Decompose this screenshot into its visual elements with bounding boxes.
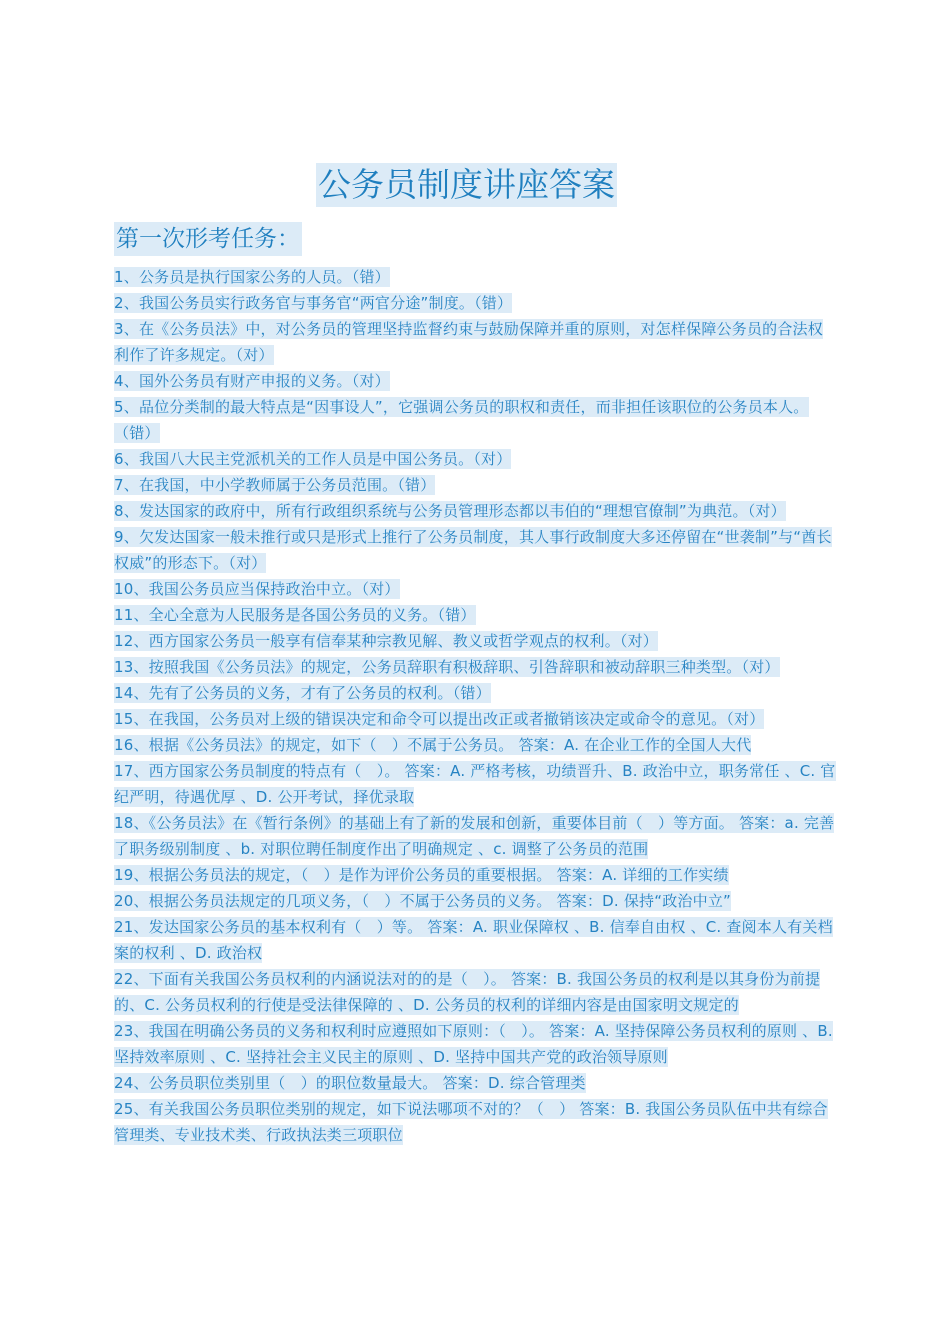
list-item: 15、在我国，公务员对上级的错误决定和命令可以提出改正或者撤销该决定或命令的意见。（对） bbox=[114, 710, 765, 728]
list-item: 5、品位分类制的最大特点是“因事设人”，它强调公务员的职权和责任，而非担任该职位的公务员本人。（错） bbox=[114, 398, 809, 442]
list-item: 11、全心全意为人民服务是各国公务员的义务。（错） bbox=[114, 606, 476, 624]
list-item: 13、按照我国《公务员法》的规定，公务员辞职有积极辞职、引咎辞职和被动辞职三种类型。（对） bbox=[114, 658, 780, 676]
list-item: 2、我国公务员实行政务官与事务官“两官分途”制度。（错） bbox=[114, 294, 513, 312]
list-item: 9、欠发达国家一般未推行或只是形式上推行了公务员制度，其人事行政制度大多还停留在“世袭制”与“酋长权威”的形态下。（对） bbox=[114, 528, 832, 572]
list-item: 6、我国八大民主党派机关的工作人员是中国公务员。（对） bbox=[114, 450, 512, 468]
list-item: 24、公务员职位类别里（ ）的职位数量最大。 答案：D. 综合管理类 bbox=[114, 1074, 586, 1092]
list-item: 22、下面有关我国公务员权利的内涵说法对的的是（ ）。 答案：B. 我国公务员的权利是以其身份为前提的、C. 公务员权利的行使是受法律保障的 、D. 公务员的权利的详细内容是由国家明文规定的 bbox=[114, 970, 821, 1014]
list-item: 18、《公务员法》在《暂行条例》的基础上有了新的发展和创新，重要体目前（ ）等方面。 答案：a. 完善了职务级别制度 、b. 对职位聘任制度作出了明确规定 、c. 调整了公务员的范围 bbox=[114, 814, 835, 858]
list-item: 7、在我国，中小学教师属于公务员范围。（错） bbox=[114, 476, 436, 494]
list-item: 19、根据公务员法的规定，（ ）是作为评价公务员的重要根据。 答案：A. 详细的工作实绩 bbox=[114, 866, 729, 884]
list-item: 1、公务员是执行国家公务的人员。（错） bbox=[114, 268, 390, 286]
list-item: 12、西方国家公务员一般享有信奉某种宗教见解、教义或哲学观点的权利。（对） bbox=[114, 632, 658, 650]
list-item: 20、根据公务员法规定的几项义务，（ ）不属于公务员的义务。 答案：D. 保持“政治中立” bbox=[114, 892, 731, 910]
list-item: 16、根据《公务员法》的规定，如下（ ）不属于公务员。 答案：A. 在企业工作的全国人大代 bbox=[114, 736, 752, 754]
document-title: 公务员制度讲座答案 bbox=[316, 163, 617, 207]
list-item: 25、有关我国公务员职位类别的规定，如下说法哪项不对的？（ ） 答案：B. 我国公务员队伍中共有综合管理类、专业技术类、行政执法类三项职位 bbox=[114, 1100, 828, 1144]
list-item: 17、西方国家公务员制度的特点有（ ）。 答案：A. 严格考核，功绩晋升、B. 政治中立，职务常任 、C. 官纪严明，待遇优厚 、D. 公开考试，择优录取 bbox=[114, 762, 836, 806]
list-item: 21、发达国家公务员的基本权利有（ ）等。 答案：A. 职业保障权 、B. 信奉自由权 、C. 查阅本人有关档案的权利 、D. 政治权 bbox=[114, 918, 833, 962]
list-item: 23、我国在明确公务员的义务和权利时应遵照如下原则：（ ）。 答案：A. 坚持保障公务员权利的原则 、B. 坚持效率原则 、C. 坚持社会主义民主的原则 、D. 坚持中国共产党的政治领导原则 bbox=[114, 1022, 833, 1066]
list-item: 8、发达国家的政府中，所有行政组织系统与公务员管理形态都以韦伯的“理想官僚制”为典范。（对） bbox=[114, 502, 786, 520]
list-item: 10、我国公务员应当保持政治中立。（对） bbox=[114, 580, 400, 598]
list-item: 4、国外公务员有财产申报的义务。（对） bbox=[114, 372, 390, 390]
list-item: 14、先有了公务员的义务，才有了公务员的权利。（错） bbox=[114, 684, 491, 702]
list-item: 3、在《公务员法》中，对公务员的管理坚持监督约束与鼓励保障并重的原则，对怎样保障公务员的合法权利作了许多规定。（对） bbox=[114, 320, 823, 364]
question-list bbox=[114, 264, 836, 1148]
section-heading: 第一次形考任务： bbox=[114, 222, 302, 256]
